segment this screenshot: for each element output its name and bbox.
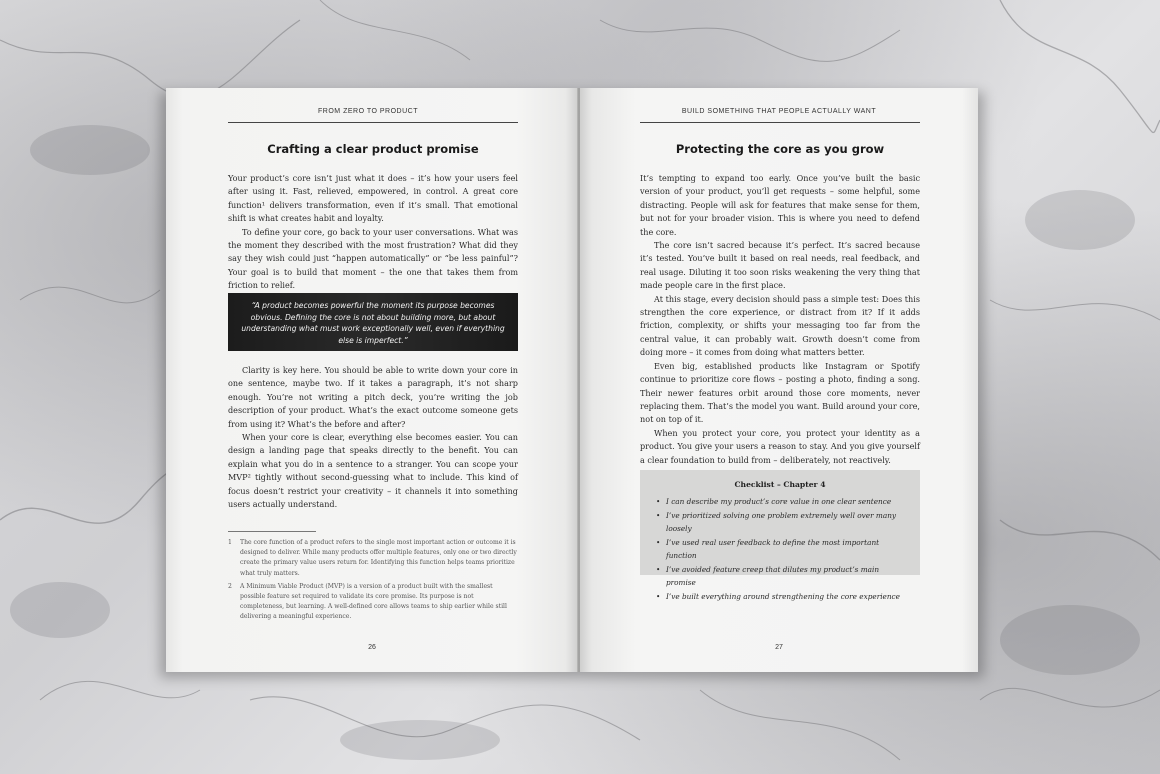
checklist-title: Checklist – Chapter 4 (734, 480, 826, 489)
checklist-item: • I’ve built everything around strengthening the core experience (656, 590, 904, 604)
checklist-item: • I’ve prioritized solving one problem extremely well over many loosely (656, 509, 904, 536)
footnote-number: 2 (228, 582, 232, 590)
footnote-text: The core function of a product refers to the single most important action or outcome it is designed to deliver. While many products offer multiple features, only one or two directly create the primary value users return for. Identifying this function helps teams prioritize what truly matters. (240, 539, 517, 577)
right-head-rule (640, 122, 920, 123)
footnote (228, 538, 518, 579)
right-page (580, 88, 978, 672)
left-page (166, 88, 578, 672)
right-page-number: 27 (775, 644, 783, 651)
left-page-title: Crafting a clear product promise (267, 142, 479, 156)
left-body-bottom (228, 364, 518, 511)
checklist-item: • I’ve used real user feedback to define the most important function (656, 536, 904, 563)
footnotes (228, 538, 518, 626)
right-running-head: BUILD SOMETHING THAT PEOPLE ACTUALLY WANT (681, 108, 877, 115)
checklist-box (640, 470, 920, 601)
footnote-text: A Minimum Viable Product (MVP) is a version of a product built with the smallest possible feature set required to validate its core promise. Its purpose is not completeness, but learning. A well-defined core allows teams to ship earlier while still delivering a meaningful experience. (240, 582, 507, 621)
right-page-title: Protecting the core as you grow (675, 142, 885, 156)
right-body (640, 172, 920, 467)
paragraph: When you protect your core, you protect your identity as a product. You give your users a reason to stay. And you give yourself a clear foundation to build from – deliberately, not reactively. (640, 427, 920, 465)
paragraph: It’s tempting to expand too early. Once you’ve built the basic version of your product, you’ll get requests – some helpful, some distracting. People will ask for features that make sense for them, but not for your broader vision. This is where you need to defend the core. (640, 173, 920, 237)
paragraph: Your product’s core isn’t just what it does – it’s how your users feel after using it. Fast, relieved, empowered, in control. A great core function¹ delivers transformation, even if it’s small. That emotional shift is what creates habit and loyalty. (228, 173, 518, 224)
paragraph: At this stage, every decision should pass a simple test: Does this strengthen the core experience, or distract from it? If it adds friction, complexity, or shifts your messaging too far from the central value, it can probably wait. Growth doesn’t come from doing more – it comes from doing what matters better. (640, 293, 920, 358)
pull-quote: “A product becomes powerful the moment its purpose becomes obvious. Defining the core is not about building more, but about understanding what must work exceptionally well, even if everything else is imperfect.” (228, 293, 518, 351)
left-body-top (228, 172, 518, 293)
footnote-rule (228, 531, 316, 532)
left-running-head: FROM ZERO TO PRODUCT (318, 108, 418, 115)
left-head-rule (228, 122, 518, 123)
checklist-items (656, 495, 904, 603)
paragraph: When your core is clear, everything else becomes easier. You can design a landing page that speaks directly to the benefit. You can explain what you do in a sentence to a stranger. You can scope your MVP² tightly without second-guessing what to include. This kind of focus doesn’t restrict your creativity – it channels it into something users actually understand. (228, 432, 518, 510)
left-page-number: 26 (368, 644, 376, 651)
checklist-item: • I can describe my product’s core value in one clear sentence (656, 495, 904, 509)
paragraph: The core isn’t sacred because it’s perfect. It’s sacred because it’s tested. You’ve built it based on real needs, real feedback, and real usage. Diluting it too soon risks weakening the very thing that made people care in the first place. (640, 240, 920, 291)
paragraph: Even big, established products like Instagram or Spotify continue to prioritize core flows – posting a photo, finding a song. Their newer features orbit around those core moments, never replacing them. That’s the model you want. Build around your core, not on top of it. (640, 360, 920, 425)
footnote (228, 582, 518, 623)
paragraph: Clarity is key here. You should be able to write down your core in one sentence, maybe two. If it takes a paragraph, it’s not sharp enough. You’re not writing a pitch deck, you’re writing the job description of your product. What’s the exact outcome someone gets from using it? What’s the before and after? (228, 365, 518, 429)
footnote-number: 1 (228, 539, 232, 546)
checklist-item: • I’ve avoided feature creep that dilutes my product’s main promise (656, 563, 904, 590)
paragraph: To define your core, go back to your user conversations. What was the moment they described with the most frustration? What did they say they wish could just “happen automatically” or “be less painful”? Your goal is to build that moment – the one that takes them from friction to relief. (228, 226, 518, 291)
